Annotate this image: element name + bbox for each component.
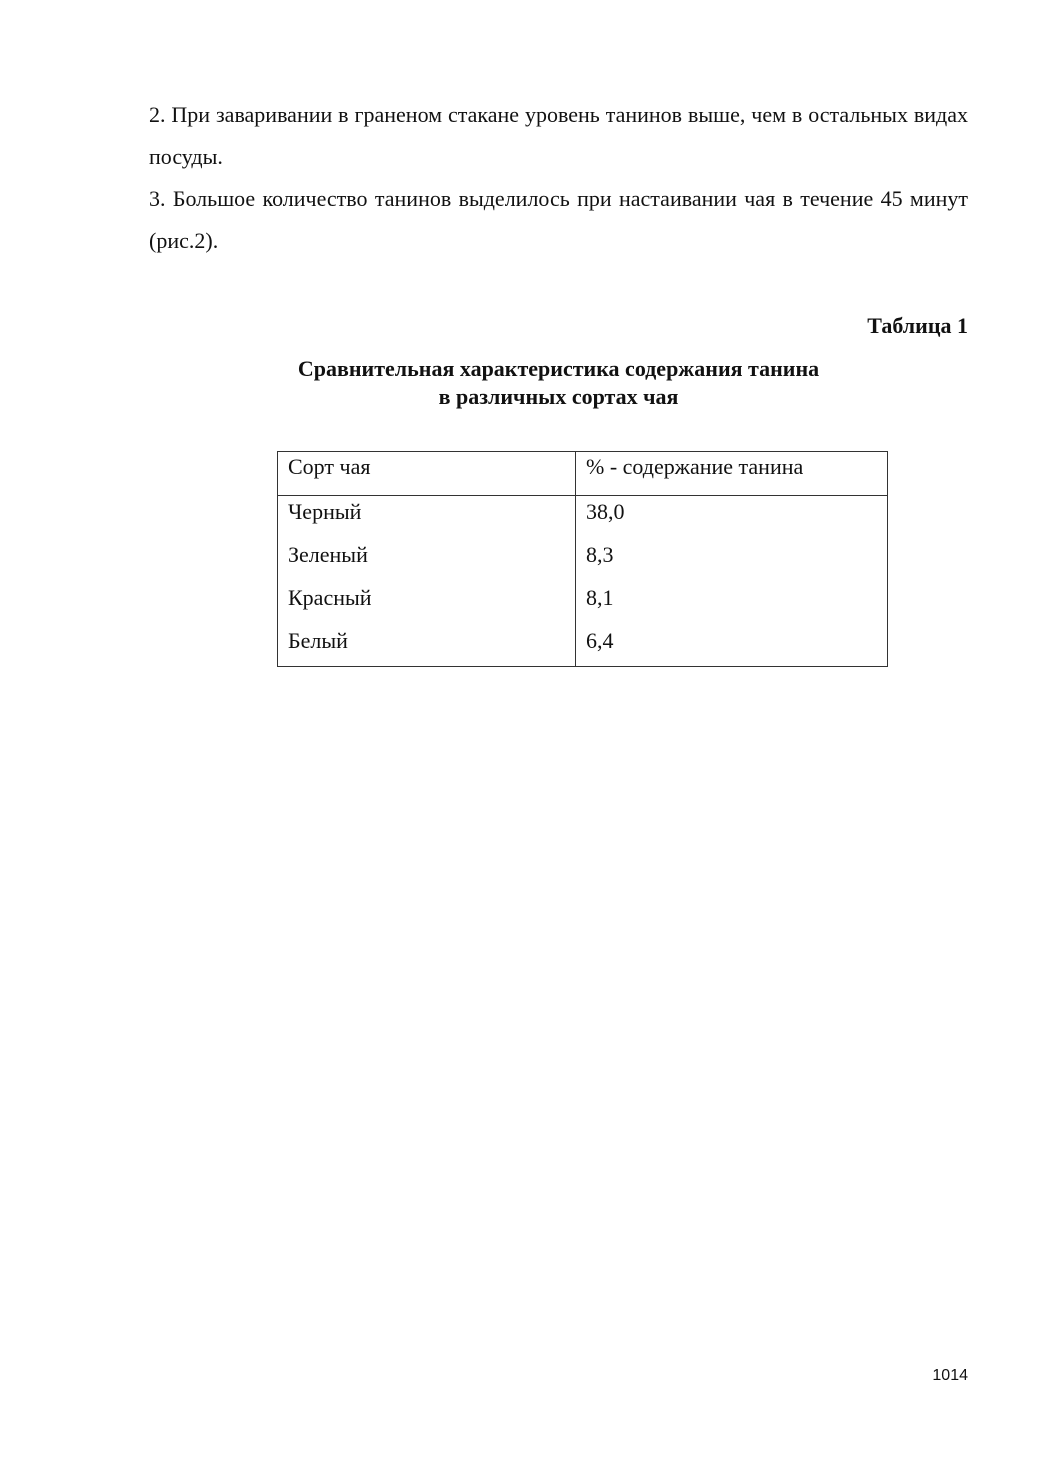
table-row: [278, 496, 888, 540]
cell-tea-variety: Черный: [278, 496, 576, 540]
table-header-row: [278, 452, 888, 496]
table-row: [278, 582, 888, 625]
cell-tannin-value: 38,0: [576, 496, 888, 540]
cell-tannin-value: 8,3: [576, 539, 888, 582]
header-tea-variety: Сорт чая: [278, 452, 576, 496]
tannin-table: [277, 451, 888, 667]
cell-tea-variety: Зеленый: [278, 539, 576, 582]
table-caption-line-2: в различных сортах чая: [438, 384, 679, 409]
page-number: 1014: [932, 1367, 968, 1384]
table-caption: [200, 355, 917, 411]
header-tannin-content: % - содержание танина: [576, 452, 888, 496]
cell-tannin-value: 8,1: [576, 582, 888, 625]
cell-tannin-value: 6,4: [576, 625, 888, 667]
table-label: Таблица 1: [867, 313, 968, 338]
cell-tea-variety: Белый: [278, 625, 576, 667]
cell-tea-variety: Красный: [278, 582, 576, 625]
table-caption-line-1: Сравнительная характеристика содержания танина: [297, 356, 820, 381]
table-row: [278, 625, 888, 667]
paragraph-2: 3. Большое количество танинов выделилось при настаивании чая в течение 45 минут (рис.2).: [149, 186, 968, 253]
table-row: [278, 539, 888, 582]
paragraph-1: 2. При заваривании в граненом стакане уровень танинов выше, чем в остальных видах посуды.: [149, 102, 968, 169]
